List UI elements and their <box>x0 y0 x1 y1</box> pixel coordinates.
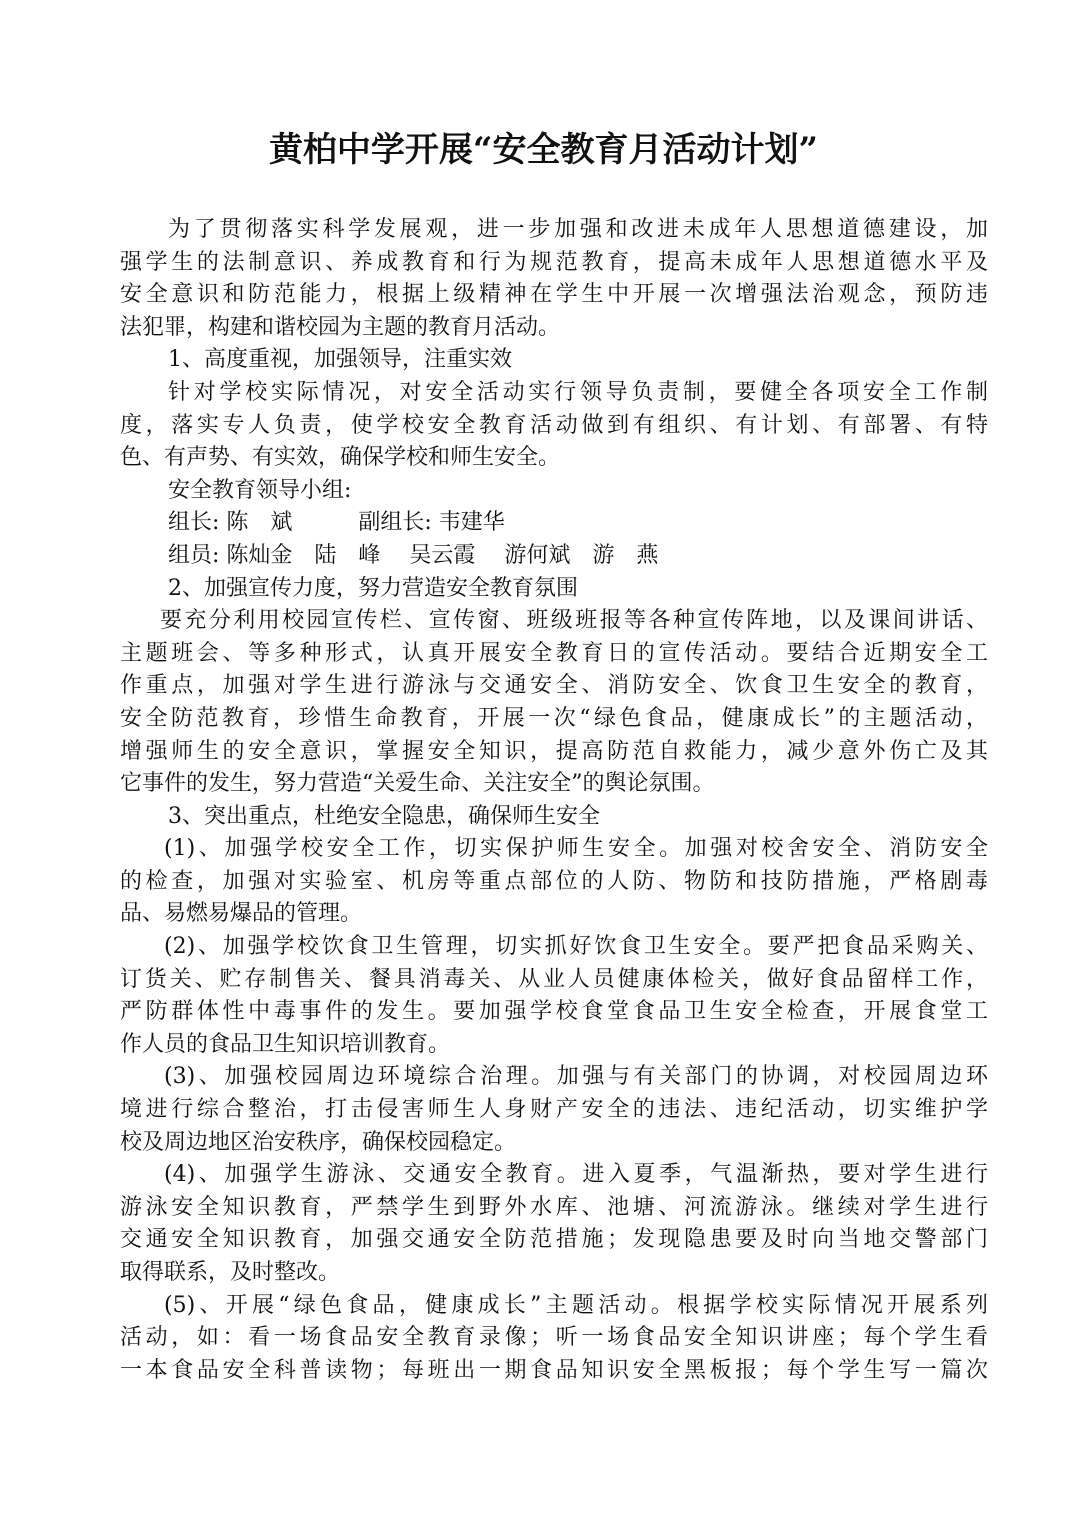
paragraph-line: 为了贯彻落实科学发展观，进一步加强和改进未成年人思想道德建设，加 <box>168 217 988 242</box>
paragraph-line: 游泳安全知识教育，严禁学生到野外水库、池塘、河流游泳。继续对学生进行 <box>120 1194 988 1220</box>
section-heading: 2、加强宣传力度，努力营造安全教育氛围 <box>168 575 578 601</box>
group-heading: 安全教育领导小组: <box>168 477 352 503</box>
paragraph-line: 严防群体性中毒事件的发生。要加强学校食堂食品卫生安全检查，开展食堂工 <box>120 999 988 1025</box>
group-members: 组员: 陈灿金 陆 峰 吴云霞 游何斌 游 燕 <box>168 542 659 568</box>
paragraph-line: 主题班会、等多种形式，认真开展安全教育日的宣传活动。要结合近期安全工 <box>120 640 988 666</box>
paragraph-line: 境进行综合整治，打击侵害师生人身财产安全的违法、违纪活动，切实维护学 <box>120 1097 988 1123</box>
paragraph-line: 度，落实专人负责，使学校安全教育活动做到有组织、有计划、有部署、有特 <box>120 412 988 438</box>
paragraph-line: 安全意识和防范能力，根据上级精神在学生中开展一次增强法治观念，预防违 <box>120 282 988 308</box>
paragraph-line: 法犯罪，构建和谐校园为主题的教育月活动。 <box>120 314 561 340</box>
paragraph-line: 交通安全知识教育，加强交通安全防范措施；发现隐患要及时向当地交警部门 <box>120 1227 988 1253</box>
group-leaders: 组长: 陈 斌 副组长: 韦建华 <box>168 510 505 536</box>
paragraph-line: (3)、加强校园周边环境综合治理。加强与有关部门的协调，对校园周边环 <box>164 1064 988 1090</box>
document-title: 黄柏中学开展“安全教育月活动计划” <box>268 130 819 170</box>
document-body <box>120 214 988 1387</box>
paragraph-line: 的检查，加强对实验室、机房等重点部位的人防、物防和技防措施，严格剧毒 <box>120 868 988 894</box>
paragraph-line: 安全防范教育，珍惜生命教育，开展一次“绿色食品，健康成长”的主题活动， <box>120 705 988 731</box>
paragraph-line: 品、易燃易爆品的管理。 <box>120 901 363 927</box>
paragraph-line: 校及周边地区治安秩序，确保校园稳定。 <box>120 1129 517 1155</box>
paragraph-line: 色、有声势、有实效，确保学校和师生安全。 <box>120 445 561 471</box>
paragraph-line: (1)、加强学校安全工作，切实保护师生安全。加强对校舍安全、消防安全 <box>164 836 988 862</box>
paragraph-line: 要充分利用校园宣传栏、宣传窗、班级班报等各种宣传阵地，以及课间讲话、 <box>160 608 988 634</box>
paragraph-line: 针对学校实际情况，对安全活动实行领导负责制，要健全各项安全工作制 <box>168 379 988 405</box>
paragraph-line: 活动，如：看一场食品安全教育录像；听一场食品安全知识讲座；每个学生看 <box>120 1325 988 1351</box>
section-heading: 3、突出重点，杜绝安全隐患，确保师生安全 <box>168 803 600 829</box>
paragraph-line: 作重点，加强对学生进行游泳与交通安全、消防安全、饮食卫生安全的教育， <box>120 673 988 699</box>
paragraph-line: (5)、开展“绿色食品，健康成长”主题活动。根据学校实际情况开展系列 <box>164 1292 988 1318</box>
paragraph-line: 订货关、贮存制售关、餐具消毒关、从业人员健康体检关，做好食品留样工作， <box>120 966 988 992</box>
section-heading: 1、高度重视，加强领导，注重实效 <box>168 347 512 373</box>
paragraph-line: 取得联系，及时整改。 <box>120 1260 341 1285</box>
paragraph-line: 增强师生的安全意识，掌握安全知识，提高防范自救能力，减少意外伤亡及其 <box>120 738 988 764</box>
paragraph-line: (2)、加强学校饮食卫生管理，切实抓好饮食卫生安全。要严把食品采购关、 <box>164 934 988 960</box>
paragraph-line: 一本食品安全科普读物；每班出一期食品知识安全黑板报；每个学生写一篇次 <box>120 1357 988 1383</box>
paragraph-line: 强学生的法制意识、养成教育和行为规范教育，提高未成年人思想道德水平及 <box>120 249 988 275</box>
paragraph-line: (4)、加强学生游泳、交通安全教育。进入夏季，气温渐热，要对学生进行 <box>164 1162 988 1188</box>
paragraph-line: 作人员的食品卫生知识培训教育。 <box>120 1031 451 1057</box>
paragraph-line: 它事件的发生，努力营造“关爱生命、关注安全”的舆论氛围。 <box>120 771 715 797</box>
